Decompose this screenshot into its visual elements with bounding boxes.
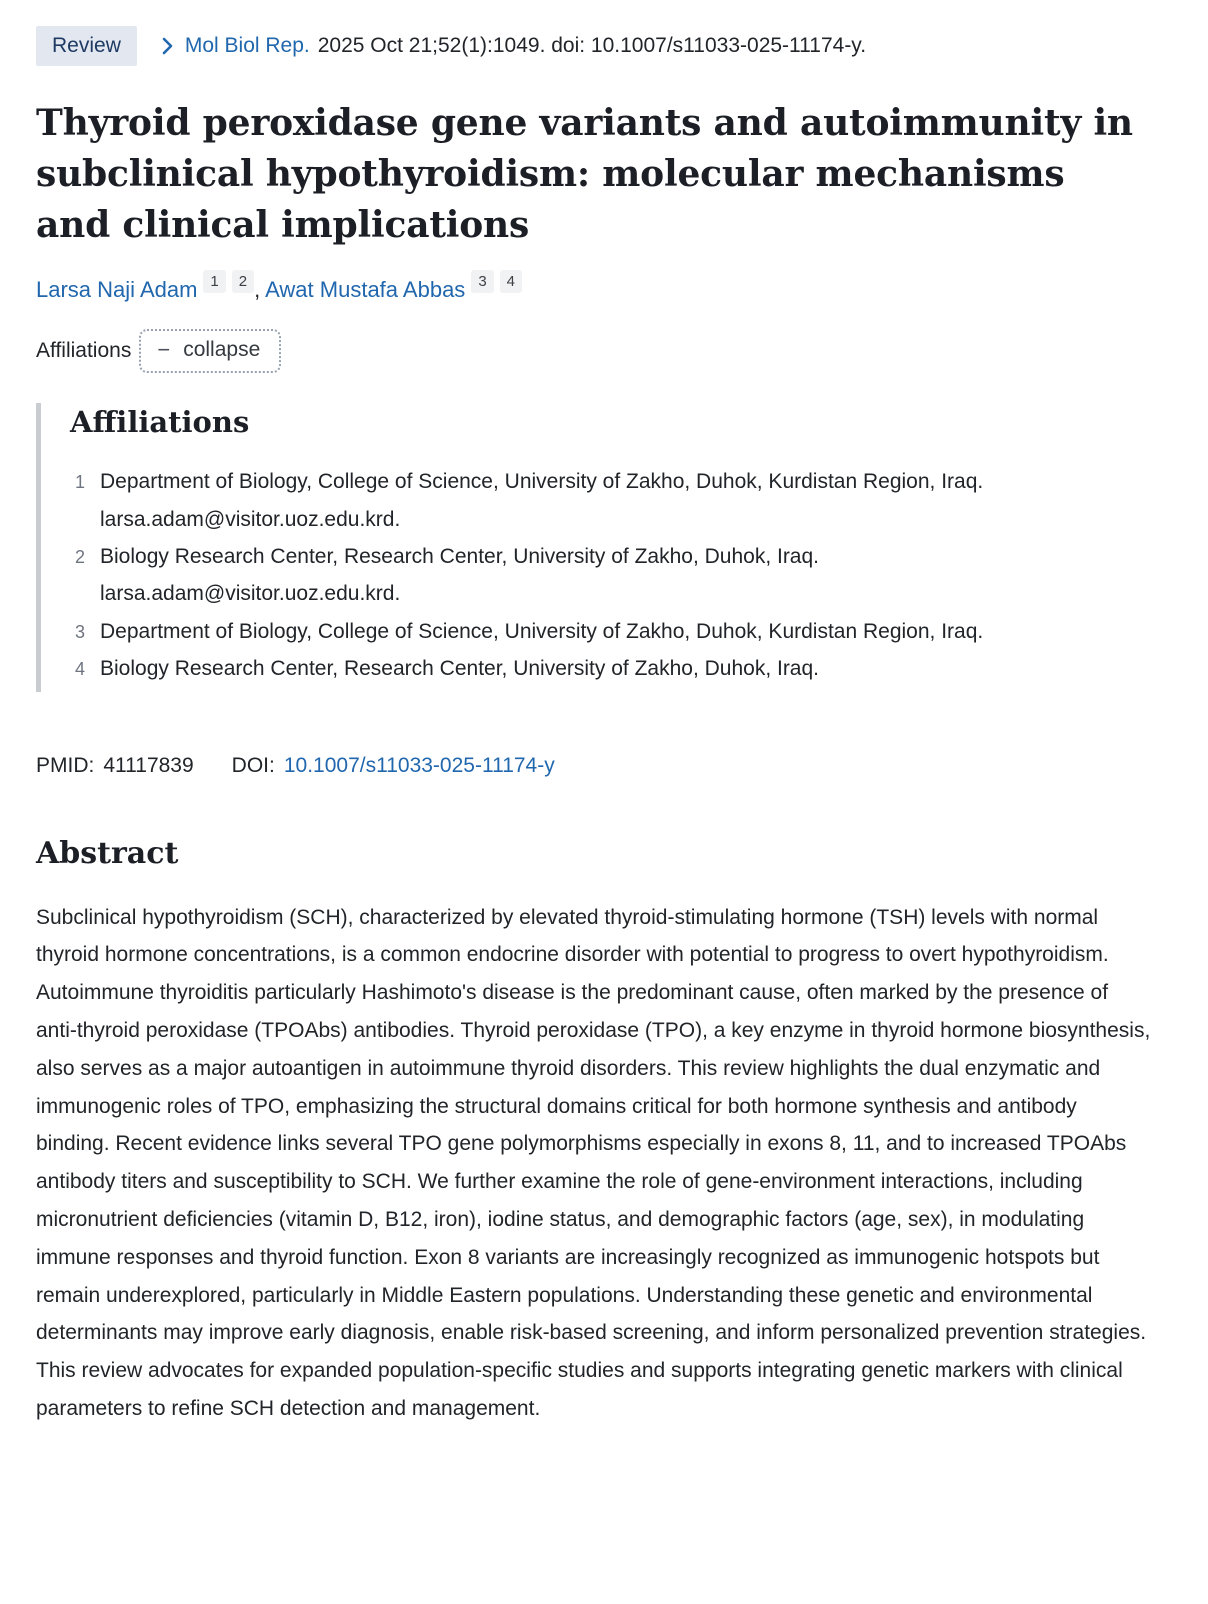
page-title: Thyroid peroxidase gene variants and autoimmunity in subclinical hypothyroidism: molecular mechanisms and clinical implications: [36, 102, 1133, 247]
author-link[interactable]: Awat Mustafa Abbas: [265, 277, 466, 303]
pmid-label: PMID:: [36, 753, 95, 777]
affiliation-text: Department of Biology, College of Science, University of Zakho, Duhok, Kurdistan Region, Iraq.: [100, 619, 984, 643]
affiliations-toggle-label: Affiliations: [36, 339, 132, 363]
collapse-button-label: collapse: [183, 338, 261, 362]
doi-group: [232, 754, 555, 778]
affiliation-number: 1: [74, 472, 85, 493]
affiliation-number: 2: [74, 547, 85, 568]
pmid-value: 41117839: [103, 753, 194, 777]
identifiers-row: [36, 754, 1152, 778]
affiliation-sup-badge: 1: [203, 270, 225, 293]
doi-label: DOI:: [231, 753, 275, 777]
affiliation-text: Biology Research Center, Research Center, University of Zakho, Duhok, Iraq. larsa.adam@visitor.uoz.edu.krd.: [100, 545, 820, 606]
affiliation-number: 3: [74, 621, 85, 642]
author-link[interactable]: Larsa Naji Adam: [36, 277, 198, 303]
affiliation-item: [70, 650, 1152, 687]
affiliation-text: Biology Research Center, Research Center, University of Zakho, Duhok, Iraq.: [100, 657, 820, 681]
affiliation-sup-badge: 2: [232, 270, 254, 293]
author-separator: ,: [254, 277, 261, 303]
abstract-heading: Abstract: [36, 835, 179, 871]
affiliations-panel: [36, 403, 1152, 691]
journal-link[interactable]: [161, 34, 310, 58]
pmid-group: [36, 754, 194, 778]
affiliations-list: [70, 463, 1152, 687]
collapse-affiliations-button[interactable]: [139, 329, 281, 373]
publication-type-badge: Review: [36, 26, 137, 66]
abstract-text: Subclinical hypothyroidism (SCH), characterized by elevated thyroid-stimulating hormone (TSH) levels with normal thyroid hormone concentrations, is a common endocrine disorder with potential to progress to overt hypothyroidism. Autoimmune thyroiditis particularly Hashimoto's disease is the predominant cause, often marked by the presence of anti-thyroid peroxidase (TPOAbs) antibodies. Thyroid peroxidase (TPO), a key enzyme in thyroid hormone biosynthesis, also serves as a major autoantigen in autoimmune thyroid disorders. This review highlights the dual enzymatic and immunogenic roles of TPO, emphasizing the structural domains critical for both hormone synthesis and antibody binding. Recent evidence links several TPO gene polymorphisms especially in exons 8, 11, and to increased TPOAbs antibody titers and susceptibility to SCH. We further examine the role of gene-environment interactions, including micronutrient deficiencies (vitamin D, B12, iron), iodine status, and demographic factors (age, sex), in modulating immune responses and thyroid function. Exon 8 variants are increasingly recognized as immunogenic hotspots but remain underexplored, particularly in Middle Eastern populations. Understanding these genetic and environmental determinants may improve early diagnosis, enable risk-based screening, and inform personalized prevention strategies. This review advocates for expanded population-specific studies and supports integrating genetic markers with clinical parameters to refine SCH detection and management.: [36, 905, 1151, 1420]
affiliation-sup-badge: 4: [500, 270, 522, 293]
citation-details: 2025 Oct 21;52(1):1049. doi: 10.1007/s11033-025-11174-y.: [317, 34, 867, 57]
affiliation-item: [70, 538, 1152, 613]
affiliation-number: 4: [74, 659, 85, 680]
authors-row: [36, 273, 1152, 303]
citation-bar: [36, 26, 1152, 66]
minus-icon: −: [157, 337, 171, 363]
affiliation-item: [70, 463, 1152, 538]
affiliation-text: Department of Biology, College of Science, University of Zakho, Duhok, Kurdistan Region, Iraq. larsa.adam@visitor.uoz.edu.krd.: [100, 470, 984, 531]
doi-link[interactable]: 10.1007/s11033-025-11174-y: [283, 753, 555, 777]
journal-name: Mol Biol Rep.: [184, 34, 310, 57]
affiliation-item: [70, 613, 1152, 650]
affiliations-toggle-row: [36, 329, 1152, 373]
affiliation-sup-badge: 3: [471, 270, 493, 293]
chevron-right-icon: [161, 36, 174, 56]
affiliations-heading: Affiliations: [70, 405, 250, 440]
